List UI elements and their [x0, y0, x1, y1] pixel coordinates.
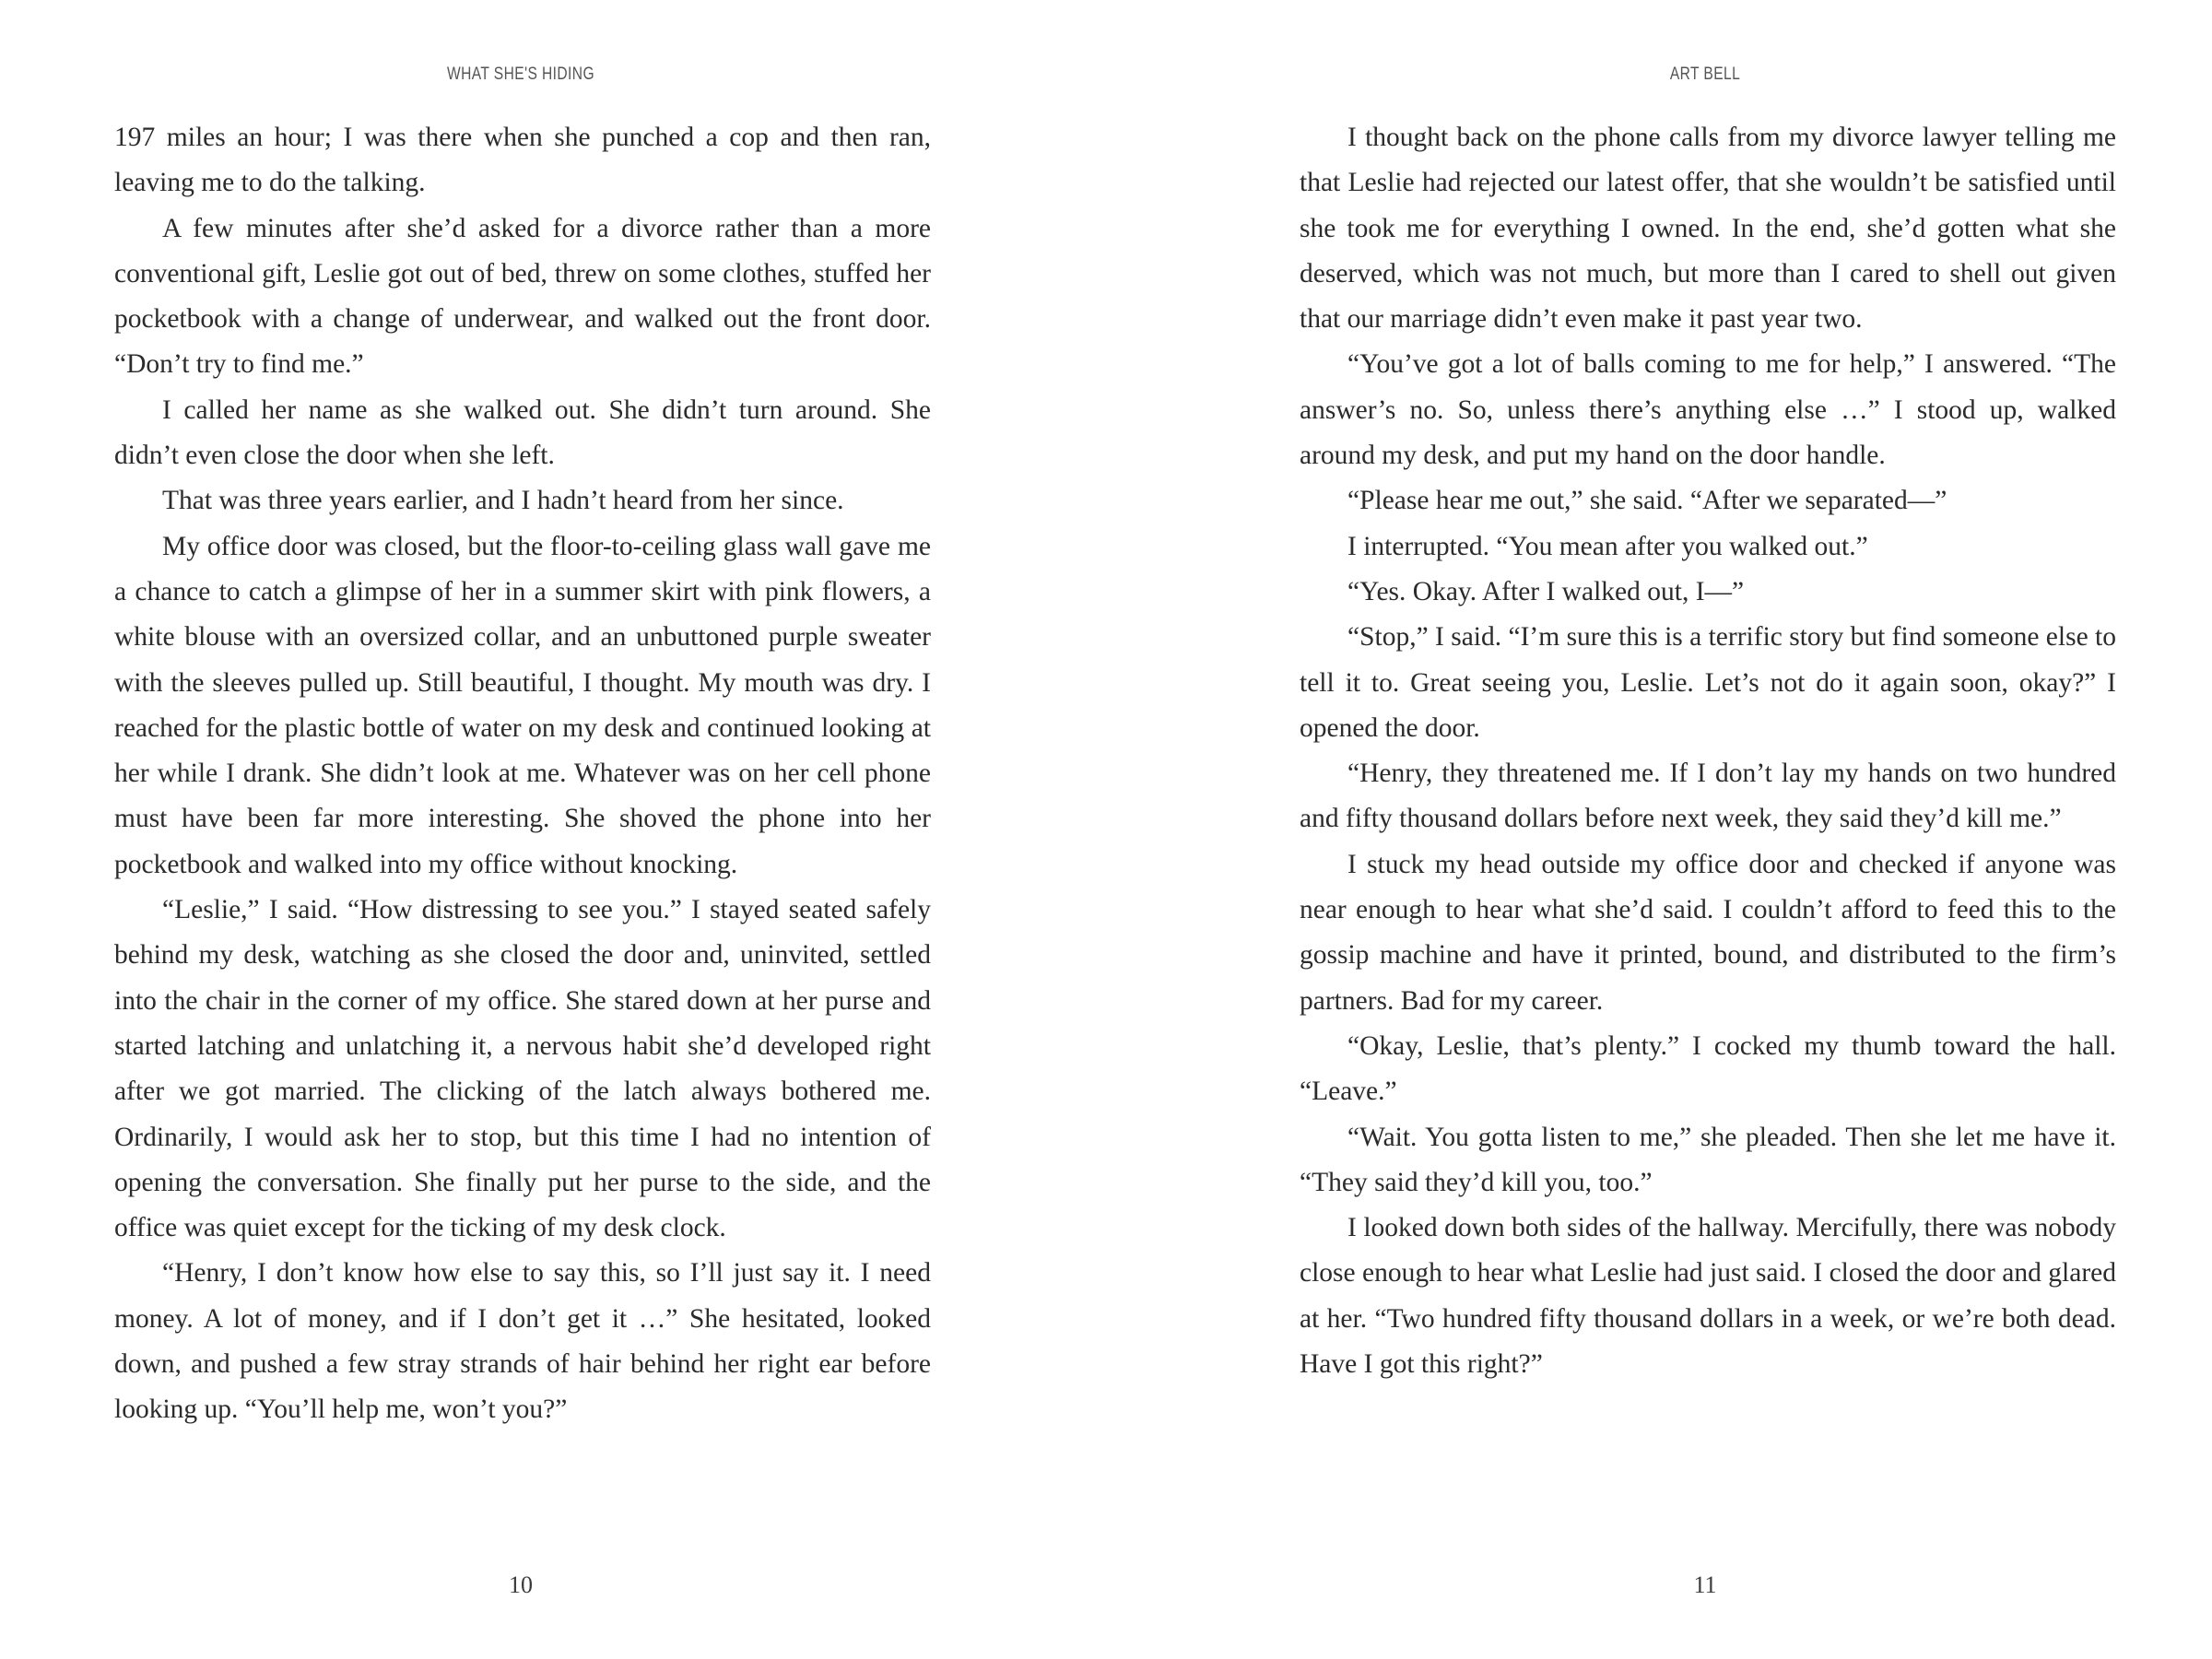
paragraph: “Please hear me out,” she said. “After we separated—” [1347, 486, 1947, 516]
right-page [1106, 0, 2212, 1659]
page-number: 11 [1693, 1571, 1717, 1598]
right-page-body [1300, 115, 2116, 1387]
paragraph: “Wait. You gotta listen to me,” she pleaded. Then she let me have it. “They said they’d kill you, too.” [1300, 1122, 2116, 1197]
paragraph: 197 miles an hour; I was there when she punched a cop and then ran, leaving me to do the talking. [114, 123, 931, 198]
page-number: 10 [509, 1571, 533, 1598]
paragraph: I thought back on the phone calls from my divorce lawyer telling me that Leslie had rejected our latest offer, that she wouldn’t be satisfied until she took me for everything I owned. In the end, she’d gotten what she deserved, which was not much, but more than I cared to shell out given that our marriage didn’t even make it past year two. [1300, 123, 2116, 335]
paragraph: I looked down both sides of the hallway. Mercifully, there was nobody close enough to hear what Leslie had just said. I closed the door and glared at her. “Two hundred fifty thousand dollars in a week, or we’re both dead. Have I got this right?” [1300, 1213, 2116, 1380]
left-page-body [114, 115, 931, 1433]
paragraph: A few minutes after she’d asked for a divorce rather than a more conventional gift, Leslie got out of bed, threw on some clothes, stuffed her pocketbook with a change of underwear, and walked out the front door. “Don’t try to find me.” [114, 213, 931, 380]
paragraph: I stuck my head outside my office door and checked if anyone was near enough to hear what she’d said. I couldn’t afford to feed this to the gossip machine and have it printed, bound, and distributed to the firm’s partners. Bad for my career. [1300, 849, 2116, 1016]
paragraph: “Henry, they threatened me. If I don’t lay my hands on two hundred and fifty thousand dollars before next week, they said they’d kill me.” [1300, 759, 2116, 834]
running-head-book-title: WHAT SHE'S HIDING [446, 65, 594, 84]
paragraph: I interrupted. “You mean after you walked out.” [1347, 531, 1868, 561]
paragraph: “Leslie,” I said. “How distressing to see you.” I stayed seated safely behind my desk, watching as she closed the door and, uninvited, settled into the chair in the corner of my office. She stared down at her purse and started latching and unlatching it, a nervous habit she’d developed right after we got married. The clicking of the latch always bothered me. Ordinarily, I would ask her to stop, but this time I had no intention of opening the conversation. She finally put her purse to the side, and the office was quiet except for the ticking of my desk clock. [114, 895, 931, 1243]
paragraph: “Yes. Okay. After I walked out, I—” [1347, 576, 1745, 606]
paragraph: “Henry, I don’t know how else to say this, so I’ll just say it. I need money. A lot of money, and if I don’t get it …” She hesitated, looked down, and pushed a few stray strands of hair behind her right ear before looking up. “You’ll help me, won’t you?” [114, 1258, 931, 1425]
running-head-author: ART BELL [1669, 65, 1741, 84]
paragraph: “You’ve got a lot of balls coming to me for help,” I answered. “The answer’s no. So, unless there’s anything else …” I stood up, walked around my desk, and put my hand on the door handle. [1300, 349, 2116, 471]
paragraph: That was three years earlier, and I hadn’t heard from her since. [162, 486, 844, 516]
paragraph: “Stop,” I said. “I’m sure this is a terrific story but find someone else to tell it to. Great seeing you, Leslie. Let’s not do it again soon, okay?” I opened the door. [1300, 622, 2116, 743]
paragraph: I called her name as she walked out. She didn’t turn around. She didn’t even close the door when she left. [114, 394, 931, 471]
paragraph: “Okay, Leslie, that’s plenty.” I cocked my thumb toward the hall. “Leave.” [1300, 1030, 2116, 1107]
paragraph: My office door was closed, but the floor-to-ceiling glass wall gave me a chance to catch a glimpse of her in a summer skirt with pink flowers, a white blouse with an oversized collar, and an unbuttoned purple sweater with the sleeves pulled up. Still beautiful, I thought. My mouth was dry. I reached for the plastic bottle of water on my desk and continued looking at her while I drank. She didn’t look at me. Whatever was on her cell phone must have been far more interesting. She shoved the phone into her pocketbook and walked into my office without knocking. [114, 531, 931, 879]
